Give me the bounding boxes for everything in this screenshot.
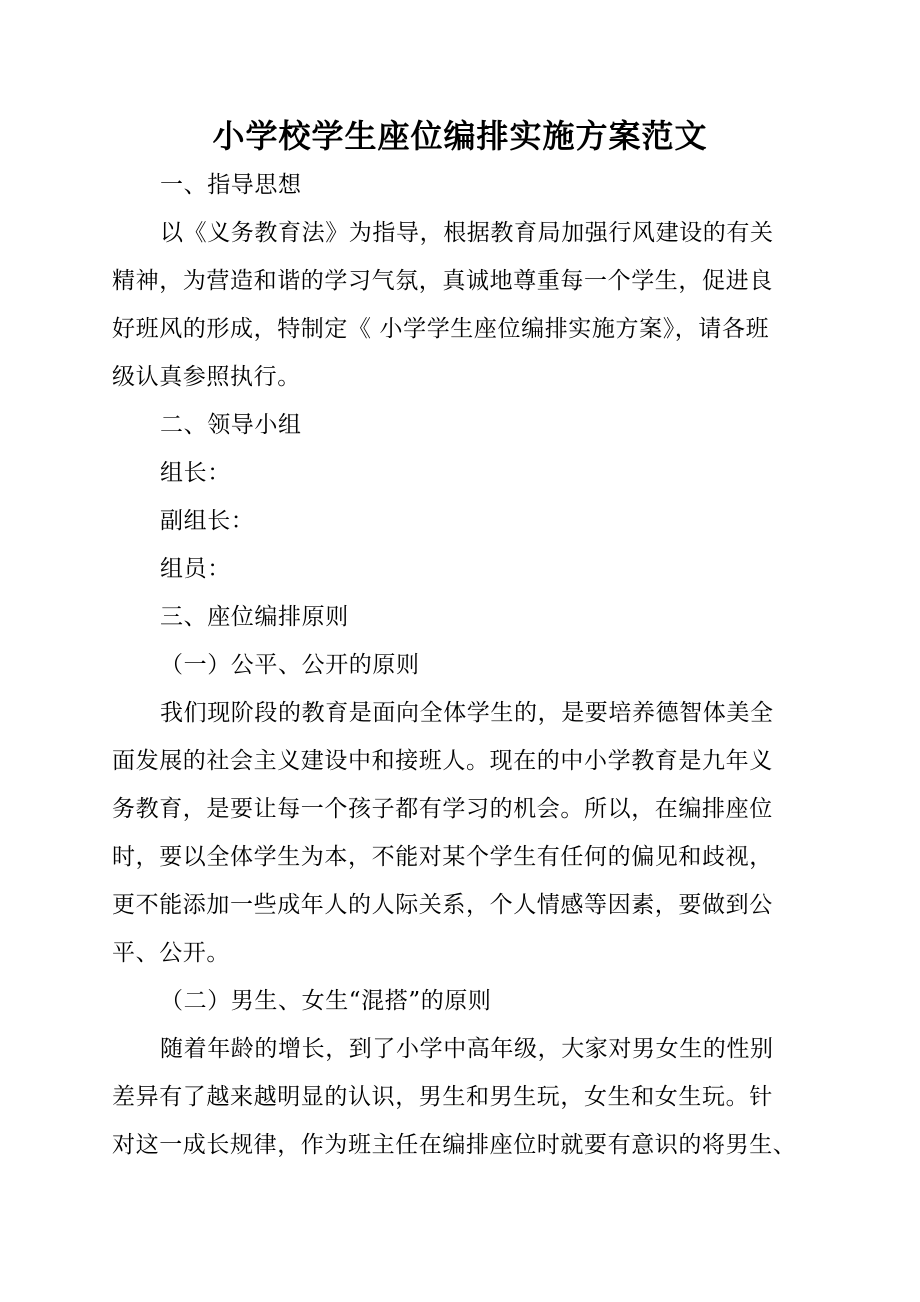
paragraph-line: 以《义务教育法》为指导，根据教育局加强行风建设的有关 (160, 220, 774, 246)
paragraph-line: 平、公开。 (112, 940, 230, 966)
paragraph-line: 精神，为营造和谐的学习气氛，真诚地尊重每一个学生，促进良 (112, 268, 773, 294)
section-heading-guiding-ideology: 一、指导思想 (160, 172, 302, 198)
paragraph-line: 更不能添加一些成年人的人际关系，个人情感等因素，要做到公 (112, 892, 773, 918)
paragraph-line: 对这一成长规律，作为班主任在编排座位时就要有意识的将男生、 (112, 1132, 797, 1158)
subsection-heading-mixed-seating: （二）男生、女生“混搭”的原则 (160, 988, 492, 1014)
group-leader-label: 组长： (160, 460, 231, 486)
paragraph-line: 务教育，是要让每一个孩子都有学习的机会。所以，在编排座位 (112, 796, 773, 822)
paragraph-line: 随着年龄的增长，到了小学中高年级，大家对男女生的性别 (160, 1036, 774, 1062)
paragraph-line: 好班风的形成，特制定《 小学学生座位编排实施方案》，请各班 (112, 316, 770, 342)
paragraph-line: 时，要以全体学生为本，不能对某个学生有任何的偏见和歧视， (112, 844, 773, 870)
paragraph-line: 面发展的社会主义建设中和接班人。现在的中小学教育是九年义 (112, 748, 773, 774)
paragraph-line: 差异有了越来越明显的认识，男生和男生玩，女生和女生玩。针 (112, 1084, 773, 1110)
document-title: 小学校学生座位编排实施方案范文 (212, 117, 708, 155)
paragraph-line: 级认真参照执行。 (112, 364, 301, 390)
group-members-label: 组员： (160, 556, 231, 582)
section-heading-seating-principles: 三、座位编排原则 (160, 604, 349, 630)
deputy-leader-label: 副组长： (160, 508, 255, 534)
section-heading-leadership-group: 二、领导小组 (160, 412, 302, 438)
subsection-heading-fairness: （一）公平、公开的原则 (160, 652, 420, 678)
paragraph-line: 我们现阶段的教育是面向全体学生的，是要培养德智体美全 (160, 700, 774, 726)
